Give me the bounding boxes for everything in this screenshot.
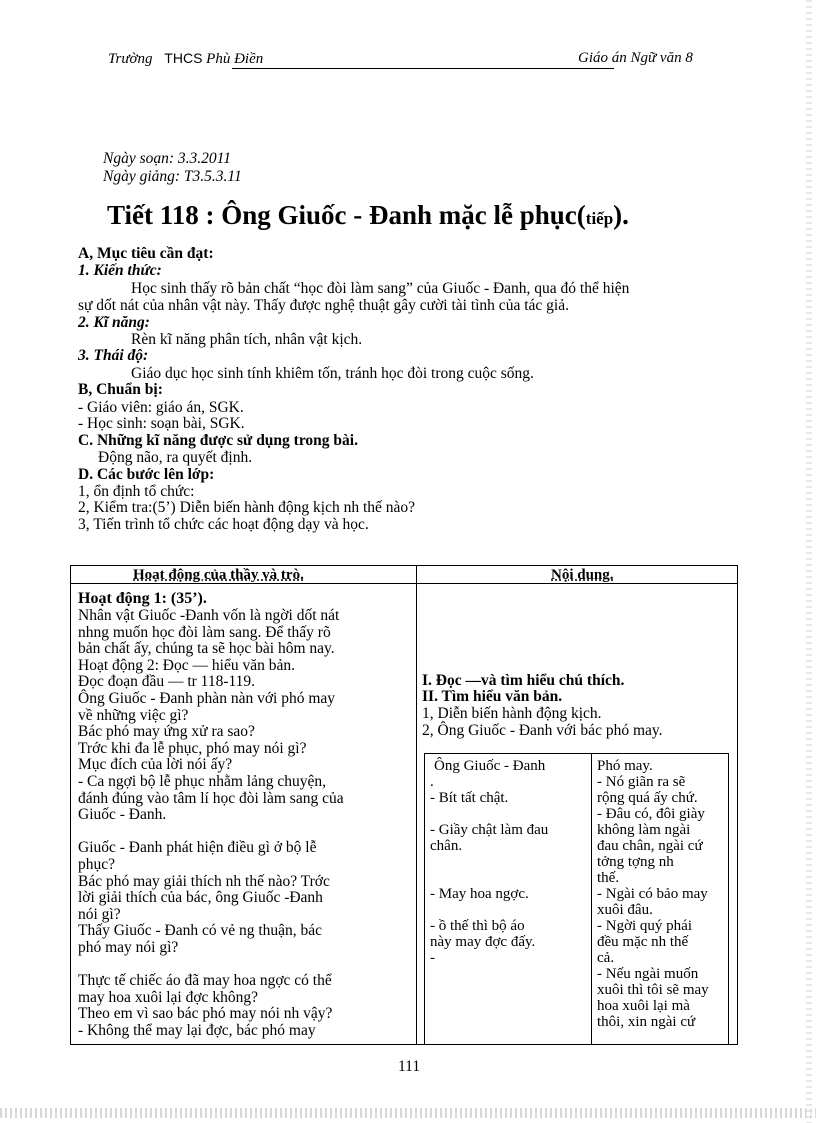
inner-col1-line: .: [430, 774, 434, 790]
activity-heading: Hoạt động 1: (35’).: [78, 590, 207, 607]
header-school-prefix: Trường: [108, 51, 153, 67]
left-text-line: Giuốc - Đanh.: [78, 806, 167, 824]
left-text-line: - Không thể may lại đợc, bác phó may: [78, 1021, 316, 1039]
inner-col2-line: đều mặc nh thế: [597, 934, 689, 950]
left-text-line: Bác phó may giải thích nh thế nào? Trớc: [78, 872, 330, 890]
inner-col1-line: - May hoa ngợc.: [430, 886, 529, 902]
right-section-1: I. Đọc —và tìm hiểu chú thích.: [422, 672, 625, 689]
left-text-line: phó may nói gì?: [78, 938, 179, 956]
section-a-heading: A, Mục tiêu cần đạt:: [78, 245, 214, 262]
skill-heading: 2. Kĩ năng:: [78, 314, 150, 331]
left-column-text: [78, 608, 344, 1039]
inner-col2-line: tởng tợng nh: [597, 854, 674, 870]
page-title: [107, 200, 629, 231]
page-number: 111: [398, 1058, 421, 1075]
inner-col2-line: xuôi đâu.: [597, 902, 653, 918]
attitude-heading: 3. Thái độ:: [78, 347, 149, 364]
inner-col2-line: rộng quá ấy chứ.: [597, 790, 698, 806]
inner-col1-line: chân.: [430, 838, 463, 854]
knowledge-heading: 1. Kiến thức:: [78, 262, 162, 279]
left-text-line: Thực tế chiếc áo đã may hoa ngợc có thể: [78, 972, 332, 990]
inner-col2-line: cả.: [597, 950, 615, 966]
left-text-line: Ông Giuốc - Đanh phàn nàn với phó may: [78, 689, 336, 707]
inner-col1-line: này may đợc đấy.: [430, 934, 536, 950]
inner-col1-line: [430, 870, 548, 886]
left-text-line: Theo em vì sao bác phó may nói nh vậy?: [78, 1005, 333, 1023]
left-text-line: Trớc khi đa lễ phục, phó may nói gì?: [78, 739, 307, 757]
left-text-line: Đọc đoạn đầu — tr 118-119.: [78, 673, 256, 691]
right-section-2: II. Tìm hiểu văn bản.: [422, 688, 563, 705]
inner-col1-line: -: [430, 950, 435, 966]
header-school-code: THCS: [164, 50, 203, 66]
header-school-name: Phù Điền: [206, 51, 264, 67]
left-text-line: Giuốc - Đanh phát hiện điều gì ở bộ lễ: [78, 839, 317, 857]
skill-line: Rèn kĩ năng phân tích, nhân vật kịch.: [131, 331, 363, 348]
inner-col1-line: [430, 806, 548, 822]
inner-col2-line: đau chân, ngài cứ: [597, 838, 703, 854]
d-line-2: 2, Kiểm tra:(5’) Diễn biến hành động kịch nh thế nào?: [78, 499, 416, 516]
table-col2-header: Nội dung.: [551, 567, 614, 583]
table-col1-header: Hoạt động của thầy và trò.: [133, 567, 304, 583]
left-text-line: Nhân vật Giuốc -Đanh vốn là ngời dốt nát: [78, 607, 340, 624]
section-d-heading: D. Các bước lên lớp:: [78, 466, 215, 483]
inner-col1-line: - ồ thế thì bộ áo: [430, 918, 525, 934]
left-text-line: nhng muốn học đòi làm sang. Để thấy rõ: [78, 623, 331, 641]
inner-col1-lines: [430, 774, 548, 966]
right-line-2: 2, Ông Giuốc - Đanh với bác phó may.: [422, 722, 663, 739]
date-teach: Ngày giảng: T3.5.3.11: [103, 168, 242, 185]
left-text-line: - Ca ngợi bộ lễ phục nhằm lảng chuyện,: [78, 772, 326, 790]
b-teacher: - Giáo viên: giáo án, SGK.: [78, 399, 244, 416]
inner-col1-line: [430, 902, 548, 918]
title-main: Tiết 118 : Ông Giuốc - Đanh mặc lễ phục(: [107, 200, 586, 230]
left-text-line: Hoạt động 2: Đọc — hiểu văn bản.: [78, 656, 295, 674]
b-student: - Học sinh: soạn bài, SGK.: [78, 415, 245, 432]
header-subject: Giáo án Ngữ văn 8: [578, 50, 693, 66]
inner-col2-line: - Ngài có bảo may: [597, 886, 708, 902]
table-column-divider: [416, 566, 417, 1044]
inner-col1-line: [430, 854, 548, 870]
header-school: [108, 50, 263, 68]
left-text-line: phục?: [78, 855, 116, 873]
right-line-1: 1, Diễn biến hành động kịch.: [422, 705, 602, 722]
left-text-line: lời giải thích của bác, ông Giuốc -Đanh: [78, 889, 323, 907]
left-text-line: bản chất ấy, chúng ta sẽ học bài hôm nay.: [78, 640, 335, 658]
inner-col2-header: Phó may.: [597, 758, 653, 774]
left-text-line: may hoa xuôi lại đợc không?: [78, 988, 258, 1006]
inner-col2-line: không làm ngài: [597, 822, 691, 838]
knowledge-line-2: sự dốt nát của nhân vật này. Thấy được nghệ thuật gây cười tài tình của tác giả.: [78, 297, 569, 314]
d-line-1: 1, ổn định tổ chức:: [78, 483, 195, 500]
inner-col2-line: thế.: [597, 870, 620, 886]
left-text-line: Mục đích của lời nói ấy?: [78, 756, 233, 774]
inner-col2-line: - Nếu ngài muốn: [597, 966, 699, 982]
left-text-line: đánh đúng vào tâm lí học đòi làm sang của: [78, 789, 344, 807]
date-prep: Ngày soạn: 3.3.2011: [103, 150, 232, 167]
inner-col1-header: Ông Giuốc - Đanh: [434, 758, 546, 774]
section-b-heading: B, Chuẩn bị:: [78, 381, 163, 398]
inner-col2-line: - Ngời quý phái: [597, 918, 693, 934]
inner-col2-line: - Nó giãn ra sẽ: [597, 774, 686, 790]
left-text-line: [78, 956, 344, 973]
inner-col2-line: - Đâu có, đôi giày: [597, 806, 705, 822]
inner-col1-line: - Bít tất chật.: [430, 790, 509, 806]
inner-col2-line: hoa xuôi lại mà: [597, 998, 690, 1014]
left-text-line: nói gì?: [78, 905, 121, 923]
c-line: Động não, ra quyết định.: [98, 449, 253, 466]
header-underline: [232, 68, 614, 69]
section-c-heading: C. Những kĩ năng được sử dụng trong bài.: [78, 432, 358, 449]
title-suffix: tiếp: [585, 209, 614, 228]
attitude-line: Giáo dục học sinh tính khiêm tốn, tránh học đòi trong cuộc sống.: [131, 365, 534, 382]
right-border-decoration: [806, 0, 812, 1123]
bottom-border-decoration: [0, 1108, 816, 1118]
lesson-table: [70, 565, 738, 1045]
inner-table-divider: [591, 754, 592, 1044]
left-text-line: về những việc gì?: [78, 706, 189, 724]
inner-col2-line: xuôi thì tôi sẽ may: [597, 982, 709, 998]
left-text-line: [78, 824, 344, 841]
inner-col2-lines: [597, 774, 709, 1030]
left-text-line: Bác phó may ứng xử ra sao?: [78, 723, 255, 741]
inner-col1-line: - Giầy chật làm đau: [430, 822, 549, 838]
inner-table: [424, 753, 729, 1045]
knowledge-line-1: Học sinh thấy rõ bản chất “học đòi làm sang” của Giuốc - Đanh, qua đó thể hiện: [131, 280, 630, 297]
d-line-3: 3, Tiến trình tổ chức các hoạt động dạy và học.: [78, 516, 369, 533]
left-text-line: Thấy Giuốc - Đanh có vẻ ng thuận, bác: [78, 922, 323, 940]
title-end: ).: [613, 200, 629, 230]
inner-col2-line: thôi, xin ngài cứ: [597, 1014, 696, 1030]
